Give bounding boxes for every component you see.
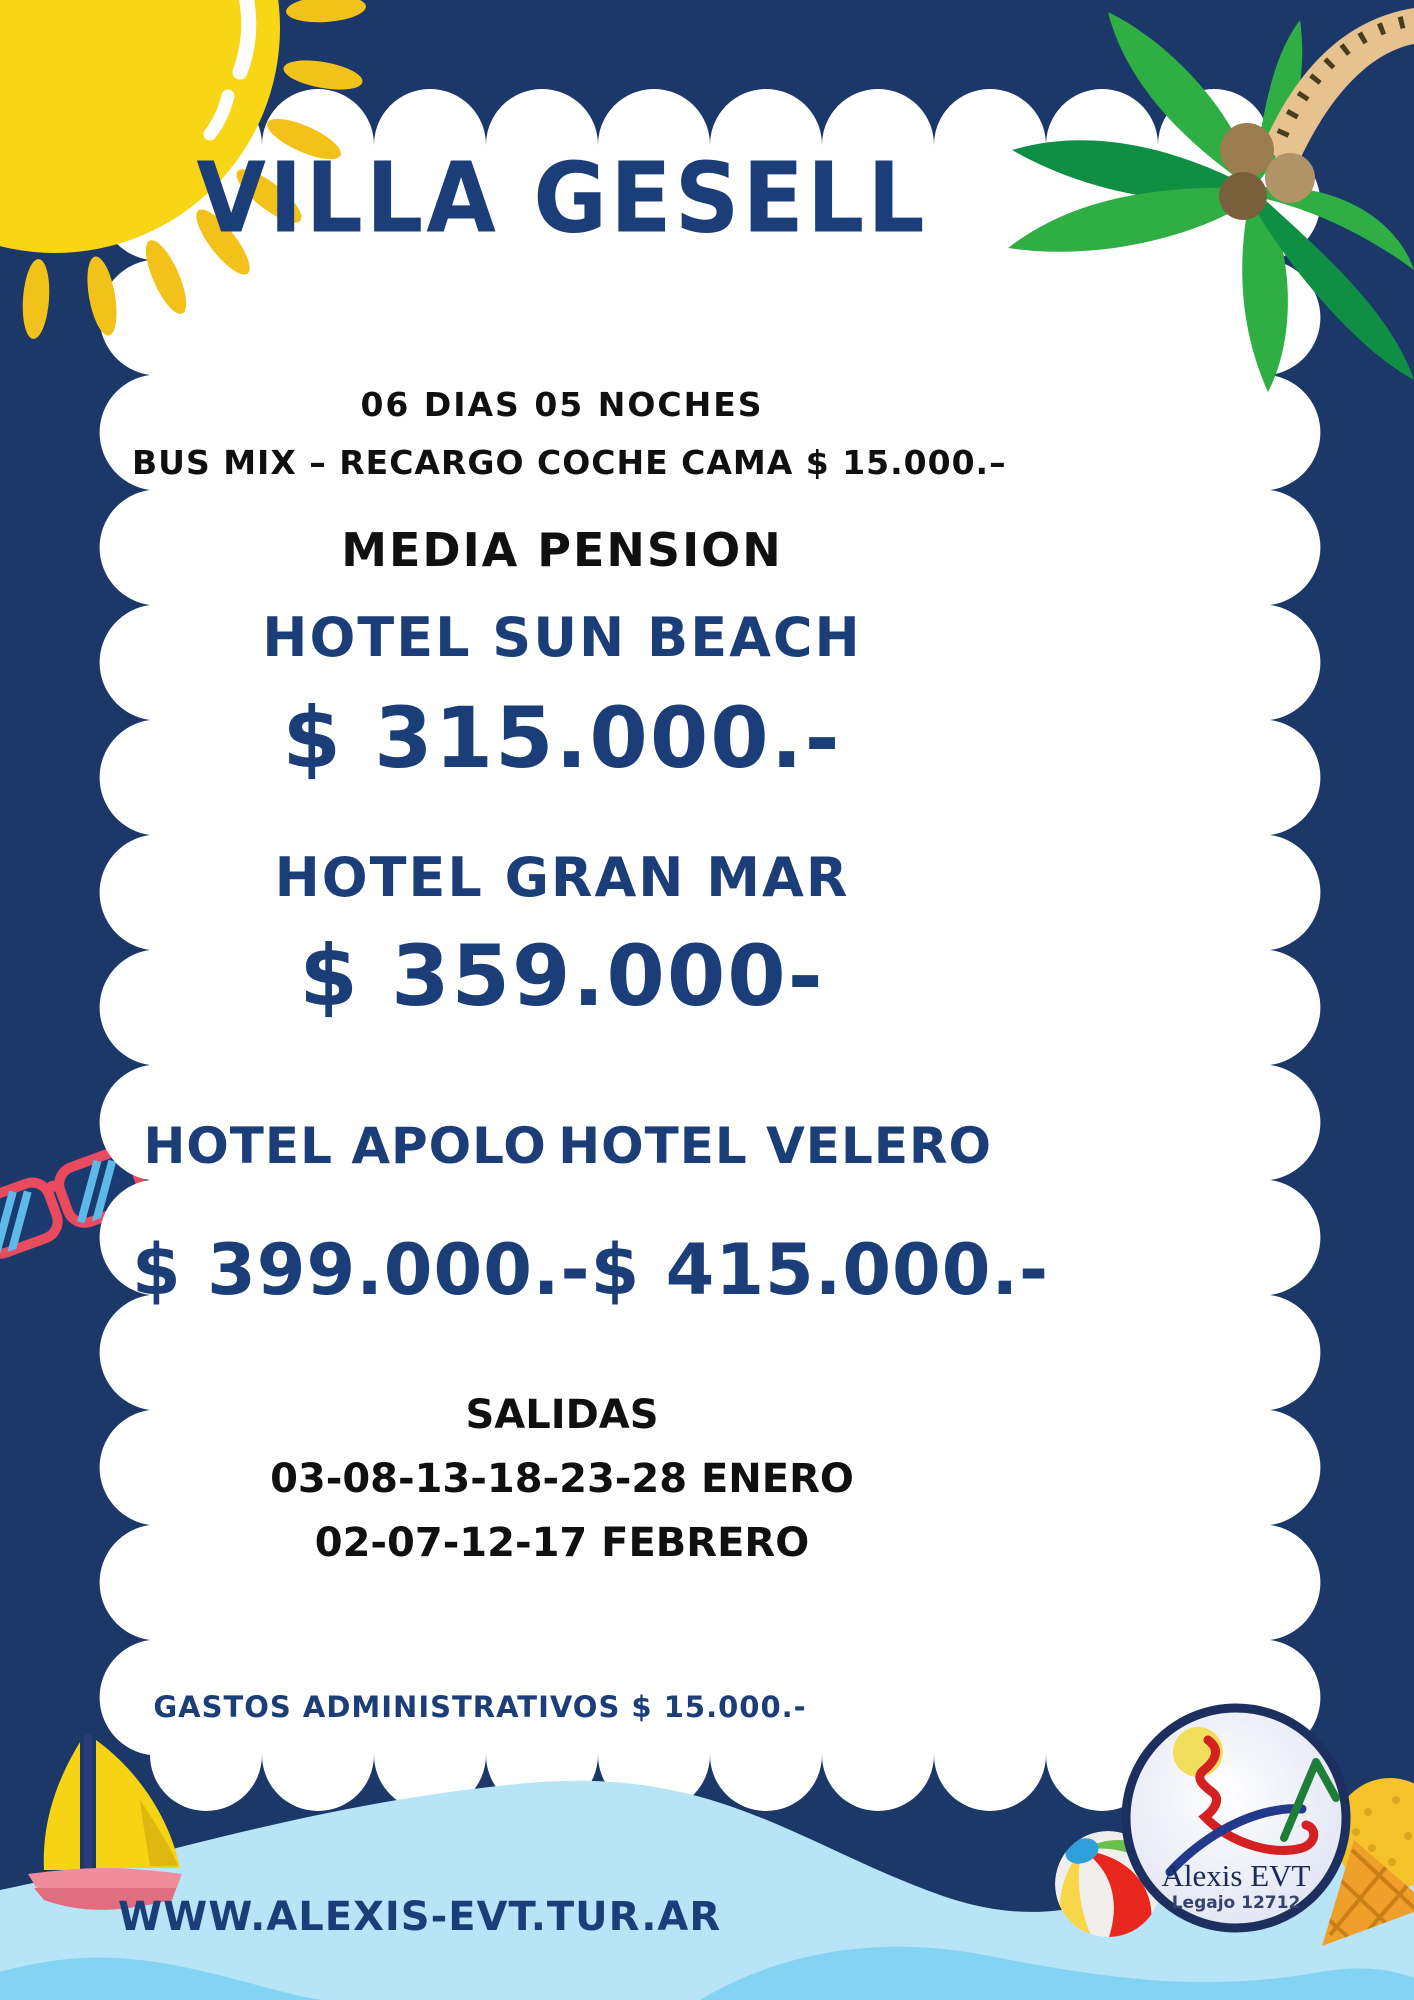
- bus-info: BUS MIX – RECARGO COCHE CAMA $ 15.000.–: [132, 443, 1007, 482]
- hotel-gran-mar-name: HOTEL GRAN MAR: [274, 846, 850, 909]
- departures-january: 03-08-13-18-23-28 ENERO: [270, 1456, 854, 1502]
- trip-duration: 06 DIAS 05 NOCHES: [360, 385, 764, 424]
- hotel-pair-prices: [132, 1229, 1050, 1311]
- agency-name: Alexis EVT: [1161, 1858, 1311, 1893]
- hotel-sun-beach-price: $ 315.000.-: [282, 689, 842, 787]
- website-url: WWW.ALEXIS-EVT.TUR.AR: [118, 1894, 722, 1940]
- admin-fee: GASTOS ADMINISTRATIVOS $ 15.000.-: [153, 1690, 807, 1724]
- departures-february: 02-07-12-17 FEBRERO: [314, 1520, 810, 1566]
- page-title: VILLA GESELL: [196, 141, 928, 256]
- hotel-velero-name: HOTEL VELERO: [558, 1117, 992, 1175]
- departures-heading: SALIDAS: [465, 1392, 659, 1438]
- hotel-gran-mar-price: $ 359.000-: [299, 927, 825, 1025]
- meal-plan: MEDIA PENSION: [341, 523, 783, 577]
- hotel-apolo-name: HOTEL APOLO: [143, 1117, 547, 1175]
- hotel-apolo-price: $ 399.000.-: [132, 1229, 591, 1311]
- agency-license: Legajo 12712: [1171, 1893, 1301, 1913]
- hotel-pair-names: [132, 1117, 992, 1175]
- hotel-velero-price: $ 415.000.-: [590, 1229, 1050, 1311]
- hotel-sun-beach-name: HOTEL SUN BEACH: [262, 606, 862, 669]
